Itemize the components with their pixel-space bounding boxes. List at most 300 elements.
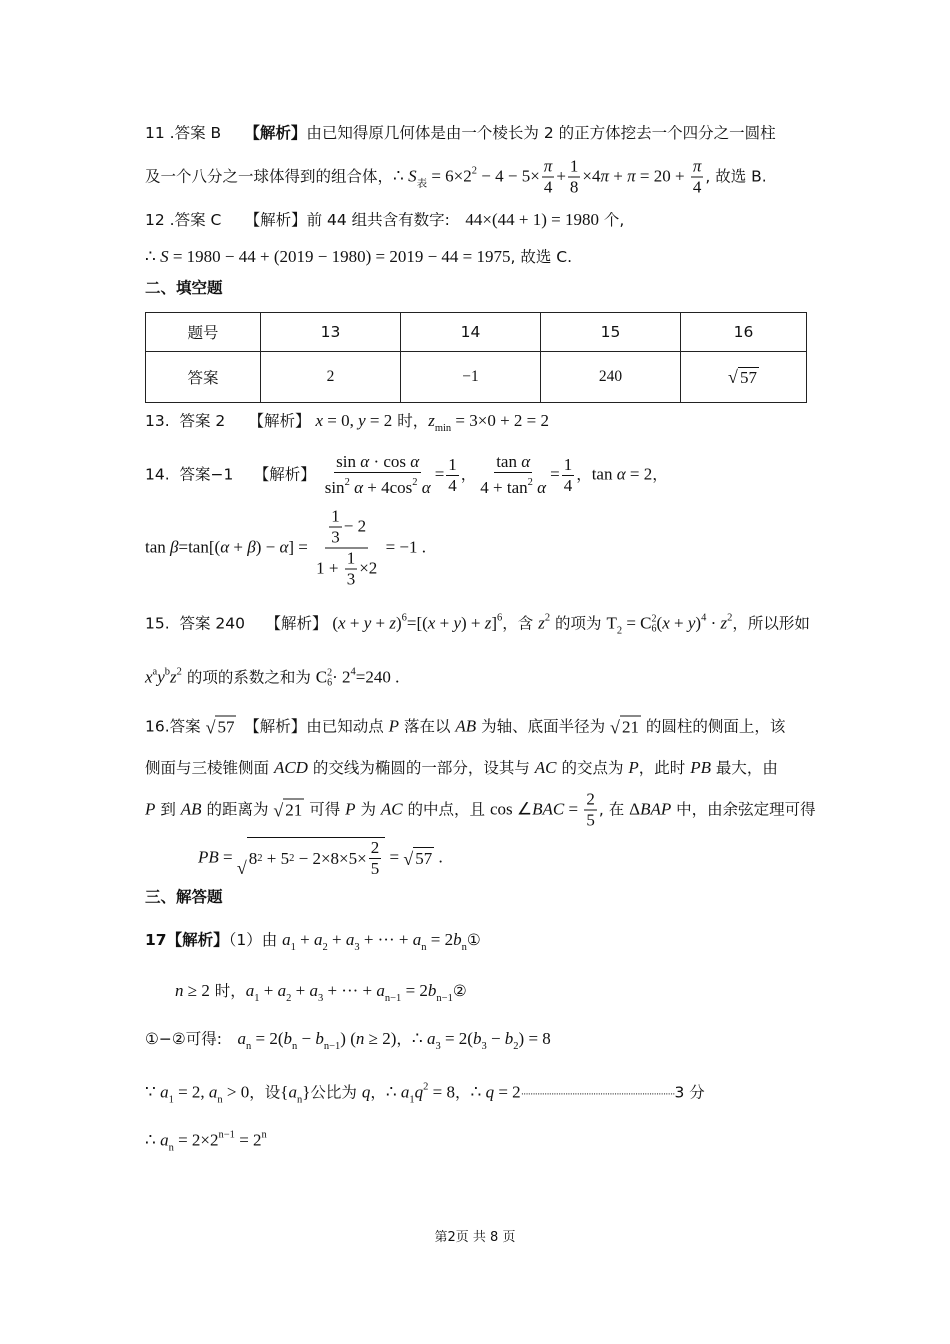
table-cell: 15 xyxy=(541,313,681,352)
math-variable: z xyxy=(720,613,728,633)
math-variable: α xyxy=(279,537,289,557)
math-text: + xyxy=(371,613,390,633)
math-text: · 2 xyxy=(332,667,351,687)
math-text: ) − xyxy=(255,537,280,557)
math-text: 2 xyxy=(370,838,380,857)
fraction xyxy=(542,157,555,198)
math-text: ) xyxy=(395,613,402,633)
math-variable: y xyxy=(358,411,366,430)
math-text: . xyxy=(434,847,443,867)
superscript: 2 xyxy=(651,613,657,624)
denominator xyxy=(542,178,555,198)
solution-14-line-1 xyxy=(145,452,668,498)
math-text: + xyxy=(291,981,310,1000)
denominator xyxy=(345,570,358,590)
math-text: − 2 xyxy=(343,516,367,536)
subscript: n−1 xyxy=(384,993,402,1004)
solution-13 xyxy=(145,410,549,440)
math-text: 21 xyxy=(285,800,303,820)
fraction xyxy=(562,455,575,496)
denominator xyxy=(323,473,433,498)
math-text: 1 xyxy=(563,454,573,474)
math-variable: α xyxy=(417,478,431,497)
text-segment: （1）由 xyxy=(228,931,283,949)
text-segment: 的中点，且 xyxy=(402,800,490,819)
math-text: C xyxy=(315,667,328,687)
math-variable: S xyxy=(408,166,417,186)
math-variable: a xyxy=(237,1029,247,1048)
math-variable: P xyxy=(145,799,156,819)
math-variable: y xyxy=(453,613,461,633)
math-variable: AB xyxy=(180,799,202,819)
math-text: tan xyxy=(591,464,617,484)
math-text: ) = 8 xyxy=(518,1029,551,1048)
math-variable: q xyxy=(485,1082,495,1102)
superscript: 2 xyxy=(471,165,478,177)
math-variable: a xyxy=(313,930,323,949)
math-text: cos ∠ xyxy=(489,799,533,819)
math-text: ] = xyxy=(288,537,313,557)
solution-17-line-3 xyxy=(145,1028,551,1058)
radicand xyxy=(215,716,236,739)
text-segment: 的交点为 xyxy=(556,759,629,777)
math-variable: S xyxy=(160,247,169,266)
leader-dots: ·································································· xyxy=(520,1089,675,1101)
math-variable: π xyxy=(692,156,702,176)
subscript: 1 xyxy=(290,942,296,953)
subscript: 2 xyxy=(513,1041,519,1052)
math-variable: P xyxy=(345,799,356,819)
math-text: 1 xyxy=(448,454,457,474)
math-text: 8 xyxy=(248,848,258,868)
superscript: 6 xyxy=(401,612,407,624)
math-text: = 2( xyxy=(251,1029,284,1048)
text-segment: ， xyxy=(370,1083,386,1102)
math-text: 3 xyxy=(346,569,356,589)
table-cell: 13 xyxy=(261,313,401,352)
math-variable: ACD xyxy=(273,758,308,777)
subscript: 3 xyxy=(354,942,360,953)
math-text: ×4 xyxy=(582,166,601,186)
math-text: = 6×2 xyxy=(427,166,472,186)
math-variable: b xyxy=(504,1029,514,1048)
radical-sign: √ xyxy=(610,717,620,738)
subscript: n xyxy=(246,1041,252,1052)
text-segment: 侧面与三棱锥侧面 xyxy=(145,759,274,777)
radicand xyxy=(413,847,434,870)
page-footer: 第2页 共 8 页 xyxy=(434,1230,516,1245)
math-variable: AC xyxy=(380,799,403,819)
numerator xyxy=(568,157,581,178)
math-text: 3 xyxy=(331,527,340,547)
numerator xyxy=(542,157,555,178)
text-segment: 的圆柱的侧面上，该 xyxy=(640,717,786,736)
math-text: 1 xyxy=(331,506,340,526)
text-segment: 为轴、底面半径为 xyxy=(476,717,611,736)
sqrt-expression xyxy=(206,716,237,739)
solution-12-line-1 xyxy=(145,209,624,231)
math-text: = xyxy=(385,847,404,867)
text-segment: ② xyxy=(452,982,467,1000)
numerator xyxy=(369,838,382,859)
subscript: n xyxy=(168,1142,174,1154)
math-variable: AC xyxy=(534,758,557,777)
solution-12-line-2 xyxy=(145,246,572,268)
solution-16-line-1 xyxy=(145,716,785,739)
math-variable: n xyxy=(175,981,184,1000)
superscript: 2 xyxy=(412,477,418,488)
table-cell: 16 xyxy=(681,313,807,352)
math-text: ∵ xyxy=(145,1082,161,1102)
math-text: ) ( xyxy=(340,1029,356,1048)
math-text: = 8 xyxy=(428,1082,455,1102)
text-segment: 落在以 xyxy=(399,717,456,736)
math-text: = 2 xyxy=(234,1130,262,1150)
math-text: = 3×0 + 2 = 2 xyxy=(451,411,550,430)
math-variable: a xyxy=(208,1082,218,1102)
denominator xyxy=(369,859,382,879)
solution-11-line-2 xyxy=(145,157,767,198)
sqrt-expression xyxy=(403,847,434,870)
math-variable: y xyxy=(687,613,696,633)
math-text: 1 xyxy=(569,156,579,176)
math-text: ∴ xyxy=(145,1130,161,1150)
math-text: + xyxy=(435,613,454,633)
denominator xyxy=(329,528,342,548)
superscript: 2 xyxy=(344,477,350,488)
text-segment: 为 xyxy=(355,800,381,819)
solution-16-line-3 xyxy=(145,790,816,831)
math-variable: β xyxy=(247,537,256,557)
superscript: n−1 xyxy=(218,1129,235,1141)
math-text: =[( xyxy=(406,613,428,633)
superscript: b xyxy=(164,666,171,678)
subscript: n−1 xyxy=(323,1041,341,1052)
denominator xyxy=(584,811,597,831)
math-variable: b xyxy=(315,1029,324,1048)
math-text: + ··· + xyxy=(359,930,413,949)
text-segment: , 故选 B. xyxy=(705,167,767,186)
subscript: 1 xyxy=(168,1094,174,1106)
section-heading-fill-in: 二、填空题 xyxy=(145,279,223,297)
text-segment: 及一个八分之一球体得到的组合体， xyxy=(145,167,394,186)
subscript: n xyxy=(292,1041,298,1052)
math-text: 4 xyxy=(543,177,553,197)
math-variable: BAP xyxy=(640,799,672,819)
math-text: ( xyxy=(332,613,339,633)
math-variable: α xyxy=(220,537,230,557)
text-segment: 14. 答案−1 【解析】 xyxy=(145,465,321,484)
math-variable: AB xyxy=(455,716,477,736)
math-text: = xyxy=(218,847,237,867)
math-text: + xyxy=(669,613,688,633)
fraction xyxy=(369,838,382,879)
text-segment: ，所以形如 xyxy=(732,614,810,633)
text-segment: 12 .答案 C 【解析】前 44 组共含有数字: xyxy=(145,211,466,229)
text-segment: 的交线为椭圆的一部分，设其与 xyxy=(307,759,535,777)
math-text: + xyxy=(259,981,278,1000)
math-text: = 2 xyxy=(625,464,653,484)
math-text: =tan[( xyxy=(178,537,221,557)
denominator xyxy=(446,476,459,496)
superscript: 6 xyxy=(497,612,503,624)
sqrt-expression: √ 57 xyxy=(728,366,757,387)
math-variable: a xyxy=(345,930,355,949)
math-variable: α xyxy=(532,478,547,497)
solution-16-line-2 xyxy=(145,757,778,779)
math-text: = 2 xyxy=(365,411,393,430)
radical-sign: √ xyxy=(205,717,216,738)
math-text: Δ xyxy=(629,799,641,819)
subscript: 1 xyxy=(254,993,260,1004)
math-text: } xyxy=(302,1082,311,1102)
solution-15-line-1 xyxy=(145,608,810,643)
section-heading-solve: 三、解答题 xyxy=(145,888,223,906)
radicand: 57 xyxy=(739,367,757,387)
superscript: 2 xyxy=(423,1081,429,1093)
radical-sign: √ xyxy=(403,848,414,869)
math-text: 1 xyxy=(346,548,356,568)
math-text: 5 xyxy=(586,810,595,830)
math-variable: π xyxy=(600,166,610,186)
math-text: ( xyxy=(656,613,663,633)
math-text: − xyxy=(486,1029,505,1048)
table-cell: 答案 xyxy=(146,352,261,403)
math-text: 57 xyxy=(415,848,433,868)
text-segment: 公比为 xyxy=(310,1083,362,1102)
sqrt-expression xyxy=(237,837,385,879)
math-text: + 4cos xyxy=(363,478,413,497)
math-text: > 0 xyxy=(222,1082,250,1102)
superscript: 2 xyxy=(327,667,333,678)
fraction xyxy=(345,549,358,590)
math-variable: a xyxy=(160,1082,169,1102)
numerator xyxy=(325,507,368,549)
sqrt-expression xyxy=(610,716,641,739)
text-segment: , 在 xyxy=(598,800,630,819)
text-segment: ， xyxy=(652,465,668,484)
math-variable: a xyxy=(277,981,287,1000)
denominator xyxy=(568,178,581,198)
subscript: n−1 xyxy=(436,993,453,1004)
solution-17-line-4 xyxy=(145,1077,705,1112)
math-text: ∴ xyxy=(393,166,409,186)
fraction xyxy=(584,790,597,831)
solution-15-line-2 xyxy=(145,662,399,689)
fraction xyxy=(691,157,704,198)
text-segment: 到 xyxy=(155,800,181,819)
math-text: = 2, xyxy=(173,1082,209,1102)
math-variable: a xyxy=(282,930,291,949)
subscript: 2 xyxy=(322,942,328,953)
math-text: = xyxy=(434,464,445,484)
math-text: = 2 xyxy=(426,930,454,949)
math-text: ∴ xyxy=(145,247,161,266)
math-variable: b xyxy=(472,1029,482,1048)
math-text: = 2×2 xyxy=(173,1130,219,1150)
subscript: 1 xyxy=(409,1094,415,1106)
math-text: − 4 − 5× xyxy=(477,166,540,186)
math-variable: a xyxy=(400,1082,410,1102)
math-text: 1 + xyxy=(316,558,343,578)
solution-16-line-4 xyxy=(198,837,443,879)
math-text: = C xyxy=(622,613,652,633)
math-text: + xyxy=(327,930,346,949)
math-variable: q xyxy=(414,1082,424,1102)
table-cell: 题号 xyxy=(146,313,261,352)
math-variable: a xyxy=(160,1130,169,1150)
text-segment: 的项为 xyxy=(550,614,607,633)
math-text: = 0, xyxy=(323,411,359,430)
superscript: 2 xyxy=(176,666,182,678)
math-variable: x xyxy=(338,613,346,633)
math-variable: z xyxy=(538,613,545,633)
math-text: = xyxy=(564,799,583,819)
text-segment: 可得 xyxy=(304,800,346,819)
math-variable: P xyxy=(388,716,400,736)
text-segment: ， xyxy=(460,465,477,484)
text-segment: 时， xyxy=(209,982,246,1000)
math-text: 21 xyxy=(621,717,639,737)
math-text: ] xyxy=(491,613,498,633)
subscript: 2 xyxy=(616,625,623,637)
math-text: ∴ xyxy=(385,1082,401,1102)
math-text: ≥ 2) xyxy=(364,1029,397,1048)
math-variable: BAC xyxy=(532,799,565,819)
math-variable: n xyxy=(355,1029,365,1048)
math-variable: x xyxy=(662,613,670,633)
math-variable: y xyxy=(363,613,372,633)
superscript: 2 xyxy=(544,612,551,624)
math-variable: a xyxy=(309,981,318,1000)
text-segment: 16.答案 xyxy=(145,717,206,736)
text-segment: ，含 xyxy=(502,614,539,633)
bold-label: 【解析】 xyxy=(252,124,307,142)
math-text: ×2 xyxy=(359,558,378,578)
math-text: = −1 . xyxy=(381,537,426,557)
math-text: = 2 xyxy=(494,1082,521,1102)
subscript: 2 xyxy=(286,993,292,1004)
table-row xyxy=(146,352,807,403)
math-variable: b xyxy=(283,1029,293,1048)
numerator xyxy=(494,452,532,473)
math-variable: PB xyxy=(690,758,711,777)
superscript: 4 xyxy=(350,666,356,678)
text-segment: 13. 答案 2 【解析】 xyxy=(145,412,316,430)
subscript: n xyxy=(217,1094,223,1106)
fraction xyxy=(314,507,379,590)
math-text: = 20 + xyxy=(635,166,689,186)
text-segment: , 故选 C. xyxy=(510,248,573,266)
numerator xyxy=(329,507,342,528)
math-text: + xyxy=(609,166,628,186)
math-variable: α xyxy=(521,452,531,471)
text-segment: ① xyxy=(466,931,481,949)
math-text: = 1980 − 44 + (2019 − 1980) = 2019 − 44 = 1975 xyxy=(168,247,511,266)
math-text: ) + xyxy=(460,613,485,633)
math-text: + ··· + xyxy=(323,981,377,1000)
math-variable: a xyxy=(376,981,385,1000)
math-text: − 2×8×5× xyxy=(294,848,367,868)
math-variable: x xyxy=(315,411,324,430)
math-variable: α xyxy=(410,452,420,471)
superscript: n xyxy=(261,1129,267,1141)
text-segment: 11 .答案 B xyxy=(145,124,253,142)
math-variable: P xyxy=(628,758,639,777)
text-segment: ， xyxy=(455,1083,471,1102)
superscript: 2 xyxy=(527,477,533,488)
superscript: 2 xyxy=(727,612,733,624)
math-variable: π xyxy=(627,166,636,186)
bold-label: 17【解析】 xyxy=(145,931,229,949)
math-variable: z xyxy=(484,613,492,633)
subscript: min xyxy=(434,423,452,434)
numerator xyxy=(691,157,704,178)
subscript: n xyxy=(296,1094,303,1106)
math-variable: y xyxy=(157,667,165,687)
superscript: 4 xyxy=(701,612,707,624)
text-segment: ①−②可得: xyxy=(145,1030,238,1048)
math-variable: x xyxy=(427,613,436,633)
numerator xyxy=(334,452,421,473)
subscript: 3 xyxy=(435,1041,441,1052)
math-variable: α xyxy=(349,478,363,497)
solution-17-line-5 xyxy=(145,1125,267,1160)
numerator xyxy=(345,549,358,570)
text-segment: 15. 答案 240 【解析】 xyxy=(145,614,333,633)
math-text: tan xyxy=(496,452,522,471)
table-cell: 14 xyxy=(401,313,541,352)
solution-11-line-1 xyxy=(145,122,776,144)
math-variable: α xyxy=(360,452,370,471)
text-segment: 【解析】由已知动点 xyxy=(236,717,389,736)
text-segment: 由已知得原几何体是由一个棱长为 2 的正方体挖去一个四分之一圆柱 xyxy=(306,124,776,142)
math-text: + xyxy=(556,166,566,186)
math-text: + xyxy=(229,537,248,557)
math-variable: a xyxy=(426,1029,436,1048)
math-text: ) xyxy=(695,613,702,633)
text-segment: 的项的系数之和为 xyxy=(181,668,316,687)
sqrt-expression xyxy=(273,799,304,822)
subscript: n xyxy=(421,942,427,953)
answer-table xyxy=(145,312,807,403)
radicand xyxy=(620,716,641,739)
fraction xyxy=(323,452,433,498)
math-variable: a xyxy=(245,981,255,1000)
text-segment: 个, xyxy=(598,211,625,229)
subscript: 3 xyxy=(317,993,324,1004)
math-variable: π xyxy=(543,156,553,176)
math-text: sin xyxy=(336,452,361,471)
text-segment: ，设 xyxy=(249,1083,281,1102)
numerator xyxy=(562,455,575,476)
math-variable: β xyxy=(170,537,179,557)
math-text: − xyxy=(297,1029,316,1048)
table-cell xyxy=(681,352,807,403)
math-text: 44×(44 + 1) = 1980 xyxy=(465,210,599,229)
math-text: =240 . xyxy=(355,667,400,687)
superscript: a xyxy=(152,666,158,678)
text-segment: ， xyxy=(396,1030,412,1048)
radicand xyxy=(247,837,385,879)
numerator xyxy=(584,790,597,811)
superscript: 2 xyxy=(257,852,263,864)
math-text: + xyxy=(295,930,314,949)
fraction xyxy=(329,507,342,548)
math-text: ≥ 2 xyxy=(183,981,210,1000)
math-text: ∴ xyxy=(470,1082,486,1102)
denominator xyxy=(478,473,548,498)
